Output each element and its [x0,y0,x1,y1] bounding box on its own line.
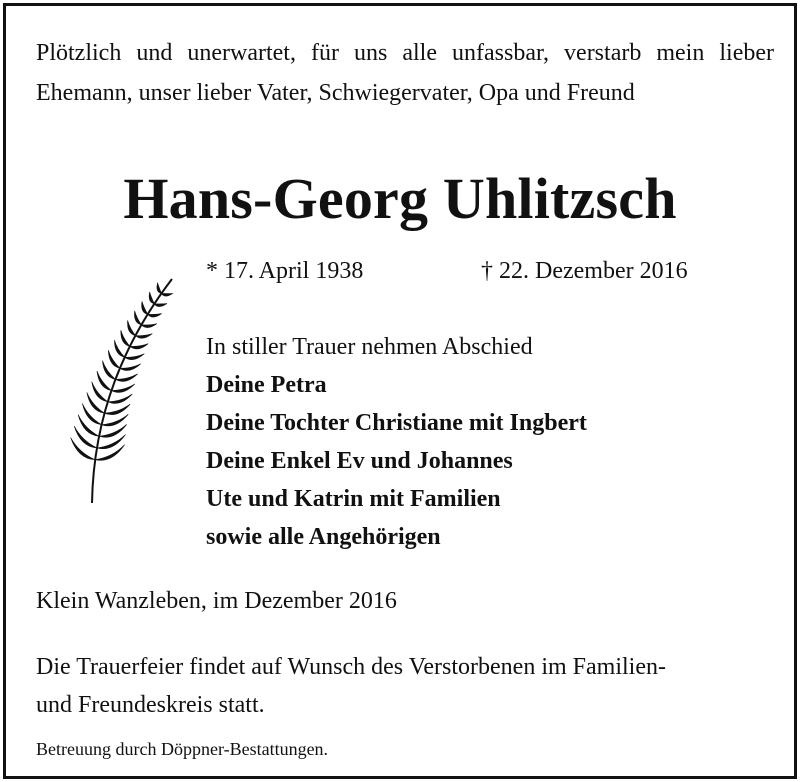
palm-leaflet [130,344,148,349]
funeral-home-credit: Betreuung durch Döppner-Bestattungen. [36,739,329,759]
palm-leaflet [102,414,129,426]
funeral-note-line: und Freundeskreis statt. [36,692,265,718]
palm-leaflet [82,403,101,424]
death-date: † 22. Dezember 2016 [481,258,688,284]
funeral-note-line: Die Trauerfeier findet auf Wunsch des Verstorbenen im Familien- [36,654,666,680]
palm-leaflet [120,364,141,371]
palm-leaflet [135,334,152,339]
place-date: Klein Wanzleben, im Dezember 2016 [36,588,397,614]
palm-leaflet [142,301,148,314]
palm-leaflet [104,404,130,414]
obituary-notice [3,3,797,779]
mourners-intro: In stiller Trauer nehmen Abschied [206,334,533,360]
deceased-name: Hans-Georg Uhlitzsch [123,166,677,231]
palm-leaflet [111,384,134,392]
mourner-line: sowie alle Angehörigen [206,524,441,550]
mourner-line: Ute und Katrin mit Familien [206,486,501,512]
mourner-line: Deine Tochter Christiane mit Ingbert [206,410,587,436]
palm-leaflet [149,292,154,304]
palm-leaflet [157,283,162,293]
mourner-line: Deine Petra [206,372,327,398]
palm-branch-icon [54,271,184,511]
palm-leaflet [134,311,141,325]
palm-leaflet [161,293,172,296]
palm-leaflet [128,320,136,335]
palm-leaflet [148,314,162,317]
palm-leaflet [141,324,156,328]
funeral-note [36,648,776,724]
mourner-line: Deine Enkel Ev und Johannes [206,448,513,474]
mourners-block [206,328,587,556]
palm-leaflet [87,392,105,413]
intro-text: Plötzlich und unerwartet, für uns alle unfassbar, verstarb mein lieber Ehemann, unser lieber Vater, Schwiegervater, Opa und Freund [36,40,774,106]
palm-leaflet [99,424,127,437]
palm-leaflet [154,304,167,307]
birth-date: * 17. April 1938 [206,258,364,284]
palm-leaflet [108,394,133,403]
palm-leaflet [121,330,130,346]
palm-stem [92,279,172,503]
palm-leaflet [125,354,145,360]
palm-leaflet [114,340,124,357]
palm-leaflet [115,374,137,382]
